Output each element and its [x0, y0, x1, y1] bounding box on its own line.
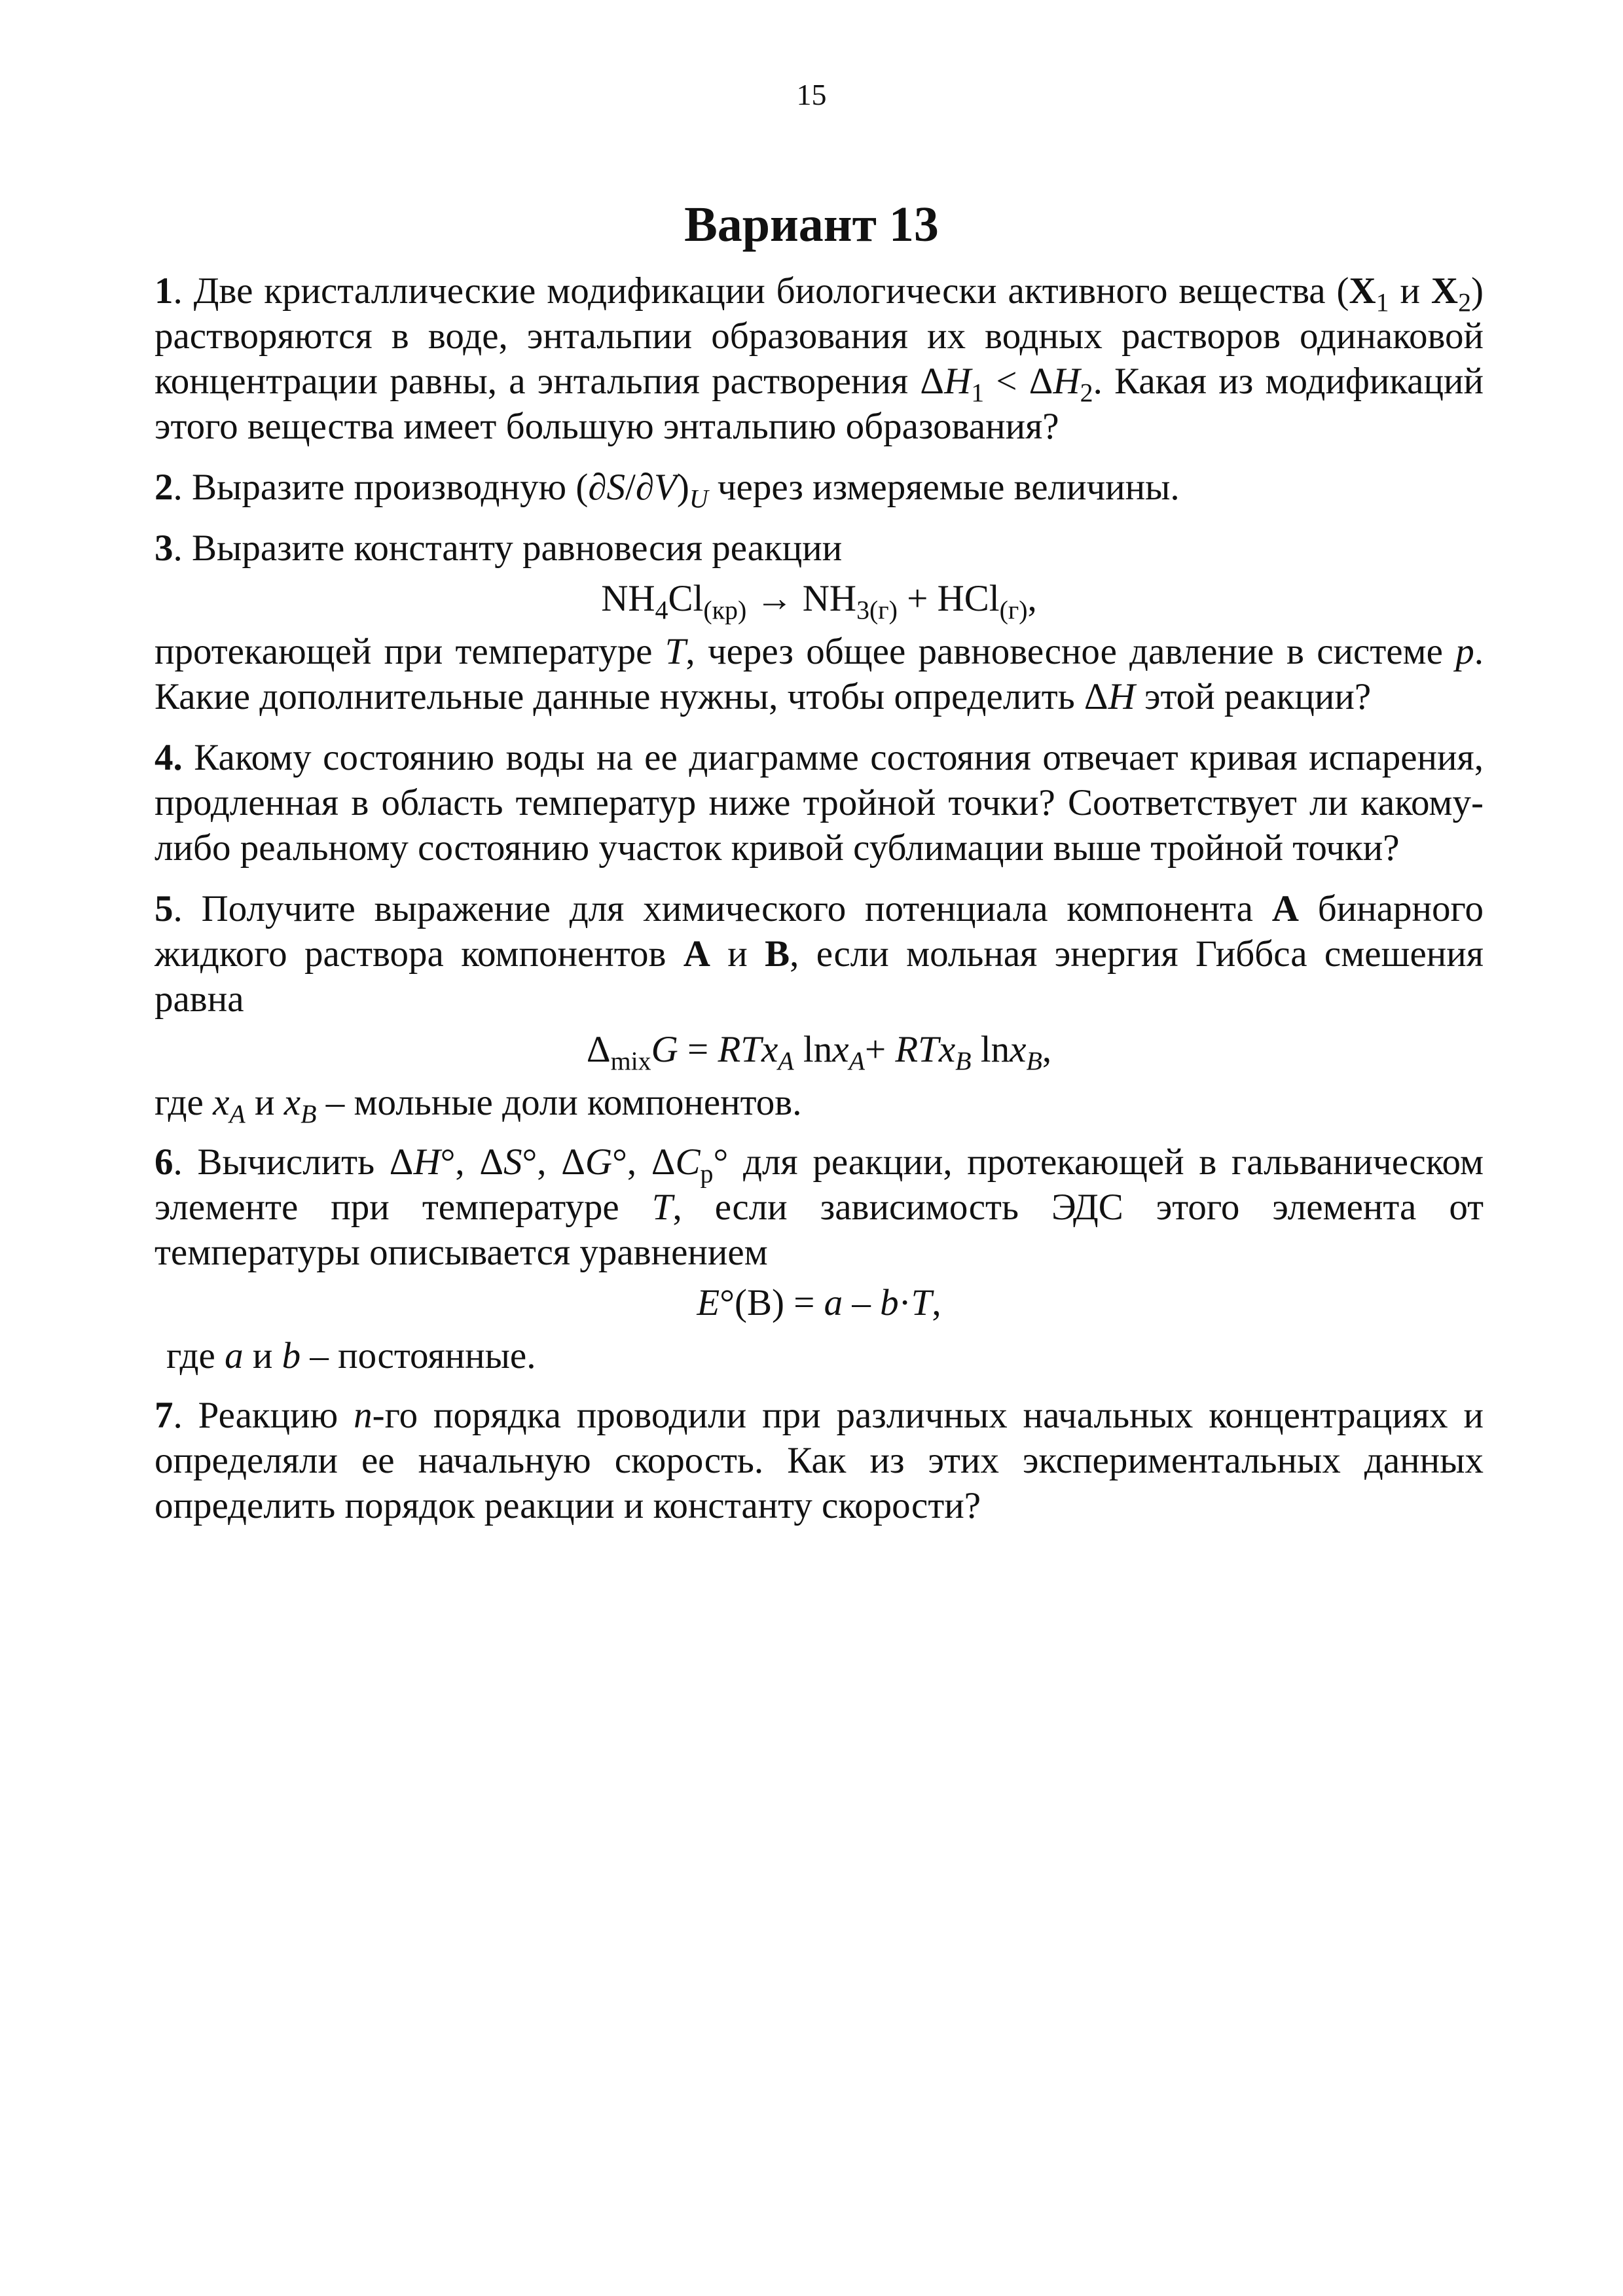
task-number: 1: [155, 270, 173, 312]
task-number: 2: [155, 467, 173, 508]
page-number: 15: [796, 78, 827, 111]
task-number: 7: [155, 1395, 173, 1436]
task-7: 7. Реакцию n-го порядка проводили при различных начальных концентрациях и определяли ее начальную скорость. Как из этих экспериментальных данных определить порядок реакции и константу скорости?: [155, 1395, 1484, 1526]
gibbs-mixing-equation: $\Delta_{mix}G = RTx_A$ lnx$_A$+ RTx$_B$ lnx$_B$,: [586, 1029, 1052, 1076]
page-title: Вариант 13: [684, 197, 939, 252]
task-2: 2. Выразите производную $(\partial S/\partial V)_U$ через измеряемые величины.: [155, 467, 1180, 514]
task-number: 6: [155, 1141, 173, 1183]
task-6-continuation: где a и b – постоянные.: [166, 1335, 536, 1376]
task-5: 5. Получите выражение для химического потенциала компонента A бинарного жидкого раствора компонентов A и B, если мольная энергия Гиббса смешения равна: [155, 888, 1484, 1020]
task-number: 5: [155, 888, 173, 929]
task-list: [155, 268, 1484, 1544]
emf-equation: E°(В) = a – b·T,: [697, 1282, 941, 1323]
task-3-continuation: протекающей при температуре T, через общее равновесное давление в системе p. Какие дополнительные данные нужны, чтобы определить ΔH этой реакции?: [155, 631, 1484, 717]
task-6: 6. Вычислить ΔH°, ΔS°, ΔG°, $\Delta C_p^\circ$ для реакции, протекающей в гальваническом элементе при температуре T, если зависимость ЭДС этого элемента от температуры описывается уравнением: [155, 1141, 1484, 1273]
task-number: 3: [155, 528, 173, 569]
task-4: 4. Какому состоянию воды на ее диаграмме состояния отвечает кривая испарения, продленная в область температур ниже тройной точки? Соответствует ли какому-либо реальному состоянию участок кривой сублимации выше тройной точки?: [155, 737, 1484, 869]
task-number: 4.: [155, 737, 183, 778]
task-5-continuation: где $x_A$ и $x_B$ – мольные доли компонентов.: [155, 1082, 802, 1129]
reaction-equation: $NH_4Cl_{(кр)} \to NH_{3(г)} + HCl_{(г)}$,: [601, 578, 1037, 625]
task-1: 1. Две кристаллические модификации биологически активного вещества ($X_1$ и $X_2$) растворяются в воде, энтальпии образования их водных растворов одинаковой концентрации равны, а энтальпия растворения $\Delta H_1 < \Delta H_2$. Какая из модификаций этого вещества имеет большую энтальпию образования?: [155, 270, 1484, 447]
task-3: 3. Выразите константу равновесия реакции: [155, 528, 843, 569]
